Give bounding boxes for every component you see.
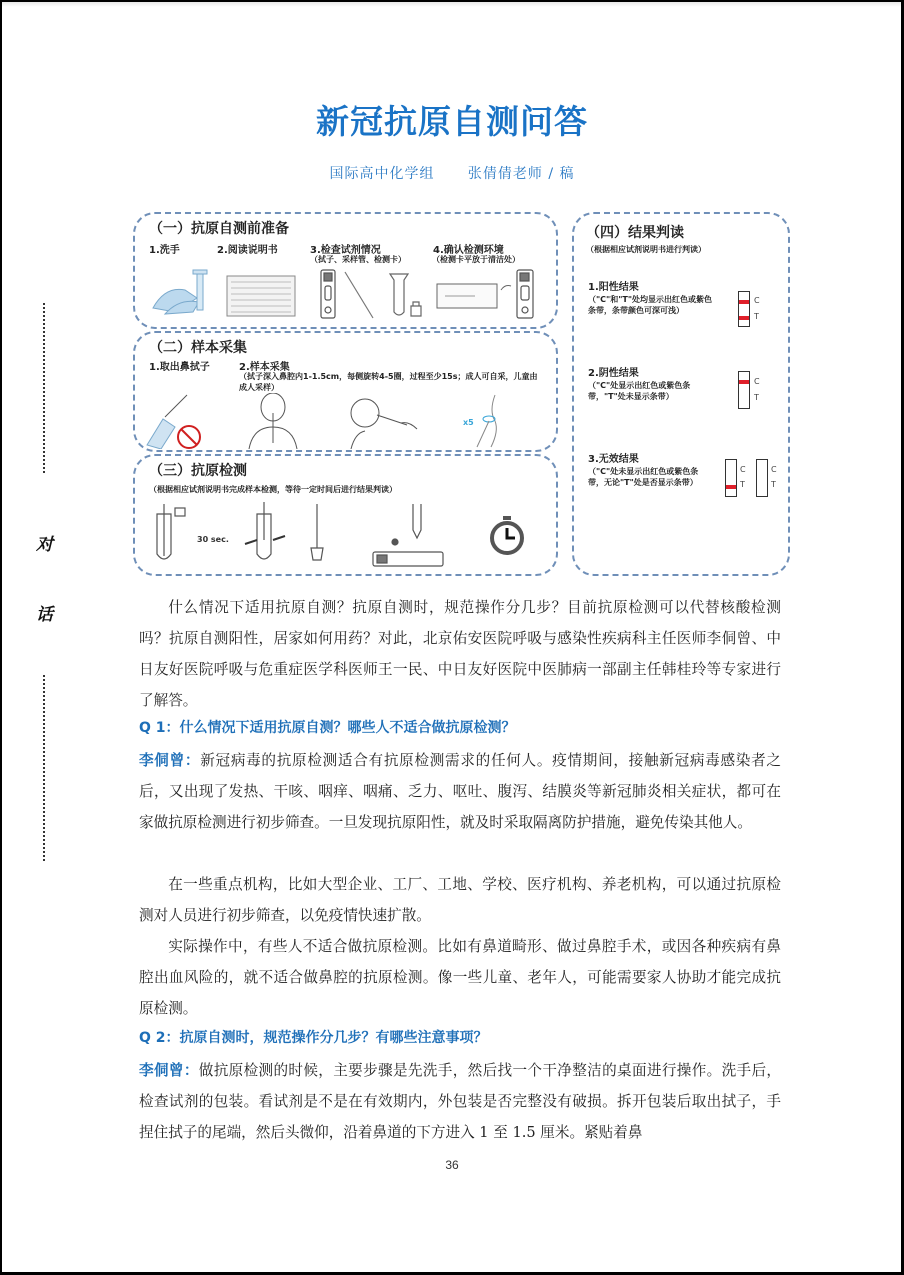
step-check-reagent: 3.检查试剂情况 [310, 245, 381, 256]
invalid-test-strip-2 [756, 459, 768, 497]
section4-heading: （四）结果判读 [586, 225, 684, 241]
step-take-swab: 1.取出鼻拭子 [149, 362, 210, 373]
tube-mix-icon [157, 504, 185, 559]
test-card-icon [321, 270, 335, 318]
swab-icon [345, 272, 373, 318]
byline-group: 国际高中化学组 [329, 166, 435, 182]
top-shade [2, 2, 901, 7]
infographic-section-sampling [133, 331, 558, 452]
page-title: 新冠抗原自测问答 [316, 102, 588, 141]
strip-label-t: T [754, 393, 759, 402]
step-collect-sample: 2.样本采集 [239, 362, 290, 373]
dropper-tip-icon [311, 504, 323, 560]
strip-label-t: T [771, 480, 776, 489]
nose-rotate-icon [477, 395, 496, 447]
section3-heading: （三）抗原检测 [149, 463, 247, 479]
swab-package-icon [147, 395, 187, 449]
squeeze-tube-icon [245, 502, 285, 559]
intro-paragraph: 什么情况下适用抗原自测？抗原自测时，规范操作分几步？目前抗原检测可以代替核酸检测吗？抗原自测阳性，居家如何用药？对此，北京佑安医院呼吸与感染性疾病科主任医师李侗曾、中日友好医院呼吸与危重症医学科医师王一民、中日友好医院中医肺病一部副主任韩桂玲等专家进行了解答。 [139, 599, 781, 709]
result-invalid-desc: （"C"处未显示出红色或紫色条带，无论"T"处是否显示条带） [588, 467, 699, 487]
question-1: Q 1：什么情况下适用抗原自测？哪些人不适合做抗原检测？ [139, 720, 516, 736]
strip-label-t: T [740, 480, 745, 489]
answer-1-speaker: 李侗曾： [139, 752, 201, 769]
paragraph-unsuitable: 实际操作中，有些人不适合做抗原检测。比如有鼻道畸形、做过鼻腔手术，或因各种疾病有鼻腔出血风险的，就不适合做鼻腔的抗原检测。像一些儿童、老年人，可能需要家人协助才能完成抗原检测。 [139, 938, 781, 1017]
positive-test-strip [738, 291, 750, 327]
result-negative-desc: （"C"处显示出红色或紫色条带，"T"处未显示条带） [588, 381, 691, 401]
detection-illustrations [145, 500, 550, 570]
invalid-test-strip-1 [725, 459, 737, 497]
sidebar-dotted-line-bottom [43, 675, 47, 861]
timer-icon [492, 516, 522, 553]
adult-swab-icon [249, 393, 297, 449]
result-negative-title: 2.阴性结果 [588, 368, 639, 379]
page-number: 36 [445, 1158, 459, 1172]
preparation-illustrations [145, 268, 550, 320]
answer-1-text: 新冠病毒的抗原检测适合有抗原检测需求的任何人。疫情期间，接触新冠病毒感染者之后，又出现了发热、干咳、咽痒、咽痛、乏力、呕吐、腹泻、结膜炎等新冠肺炎相关症状，都可在家做抗原检测进行初步筛查。一旦发现抗原阳性，就及时采取隔离防护措施，避免传染其他人。 [139, 752, 781, 831]
hand-wash-icon [153, 270, 207, 314]
sample-tube-icon [390, 274, 421, 316]
sampling-illustrations [145, 393, 550, 449]
byline [0, 163, 904, 183]
repeat-label: x5 [463, 418, 474, 427]
timer-label: 30 sec. [197, 535, 229, 544]
infographic-section-preparation [133, 212, 558, 329]
strip-label-t: T [754, 312, 759, 321]
results-note: （根据相应试剂说明书进行判读） [586, 245, 706, 254]
card-flat-icon [437, 284, 511, 308]
note-reagent: （拭子、采样管、检测卡） [310, 255, 406, 264]
answer-1 [139, 745, 781, 838]
strip-label-c: C [754, 377, 760, 386]
strip-label-c: C [740, 465, 746, 474]
sidebar-char-2: 话 [36, 605, 53, 625]
paragraph-institutions: 在一些重点机构，比如大型企业、工厂、工地、学校、医疗机构、养老机构，可以通过抗原检测对人员进行初步筛查，以免疫情快速扩散。 [139, 876, 781, 924]
answer-2-text: 做抗原检测的时候，主要步骤是先洗手，然后找一个干净整洁的桌面进行操作。洗手后，检查试剂的包装。看试剂是不是在有效期内，外包装是否完整没有破损。拆开包装后取出拭子，手捏住拭子的尾端，然后头微仰，沿着鼻道的下方进入 1 至 1.5 厘米。紧贴着鼻 [139, 1062, 781, 1141]
step-wash-hands: 1.洗手 [149, 245, 180, 256]
byline-author: 张倩倩老师 / 稿 [467, 166, 575, 182]
test-band [739, 316, 749, 320]
section2-heading: （二）样本采集 [149, 340, 247, 356]
answer-2 [139, 1055, 781, 1148]
question-2: Q 2：抗原自测时，规范操作分几步？有哪些注意事项？ [139, 1030, 488, 1046]
strip-label-c: C [754, 296, 760, 305]
sidebar-char-1: 对 [36, 535, 53, 555]
no-touch-icon [178, 426, 200, 448]
result-positive-desc: （"C"和"T"处均显示出红色或紫色条带，条带颜色可深可浅） [588, 295, 712, 315]
child-swab-icon [351, 399, 417, 449]
detection-note: （根据相应试剂说明书完成样本检测，等待一定时间后进行结果判读） [149, 485, 397, 494]
infographic-section-results [572, 212, 790, 576]
result-positive-title: 1.阳性结果 [588, 282, 639, 293]
note-env: （检测卡平放于清洁处） [432, 255, 520, 264]
test-card-2-icon [517, 270, 533, 318]
infographic-section-detection [133, 454, 558, 576]
control-band [739, 380, 749, 384]
sidebar-dotted-line-top [43, 303, 47, 473]
result-invalid-title: 3.无效结果 [588, 454, 639, 465]
drop-on-card-icon [373, 504, 443, 566]
step-confirm-env: 4.确认检测环境 [433, 245, 504, 256]
test-band [726, 485, 736, 489]
step-read-manual: 2.阅读说明书 [217, 245, 278, 256]
negative-test-strip [738, 371, 750, 409]
section1-heading: （一）抗原自测前准备 [149, 221, 289, 237]
strip-label-c: C [771, 465, 777, 474]
manual-icon [227, 276, 295, 316]
answer-2-speaker: 李侗曾： [139, 1062, 199, 1079]
sampling-note: （拭子深入鼻腔内1-1.5cm，每侧旋转4-5圈，过程至少15s；成人可自采，儿童由成人采样） [239, 372, 538, 392]
control-band [739, 300, 749, 304]
